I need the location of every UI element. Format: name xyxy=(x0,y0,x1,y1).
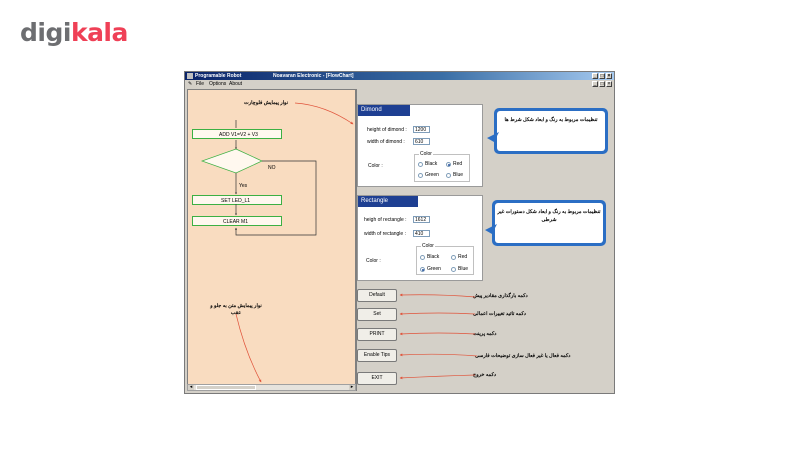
flow-box-add-text: ADD V1=V2 + V3 xyxy=(219,132,258,138)
annotation-flowchart-scroll: نوار پیمایش فلوچارت xyxy=(244,100,289,106)
rectangle-radio-green[interactable]: Green xyxy=(420,266,441,272)
arrow-exit xyxy=(400,375,475,378)
scroll-left-icon[interactable]: ◂ xyxy=(189,384,193,390)
flowchart-connectors xyxy=(185,72,614,393)
rectangle-color-group-title: Color xyxy=(422,243,434,249)
rectangle-height-label: heigh of rectangle : xyxy=(364,217,407,223)
tips-callout: دکمه فعال یا غیر فعال سازی توضیحات فارسی xyxy=(475,353,571,359)
dimond-bubble-tail xyxy=(487,132,499,142)
rectangle-panel-title: Rectangle xyxy=(358,196,418,207)
set-button[interactable]: Set xyxy=(357,308,397,321)
flow-box-set-text: SET LED_L1 xyxy=(221,198,251,204)
annotation-text-scroll: نوار پیمایش متن به جلو و عقب xyxy=(210,303,262,316)
dimond-radio-green[interactable]: Green xyxy=(418,172,439,178)
dimond-radio-blue[interactable]: Blue xyxy=(446,172,463,178)
menu-icon: ✎ xyxy=(188,81,193,87)
menu-about[interactable]: About xyxy=(229,81,243,87)
flow-box-clear-text: CLEAR M1 xyxy=(223,219,249,225)
child-minimize-icon[interactable]: _ xyxy=(593,81,597,87)
window-title: Programable Robot xyxy=(195,73,242,79)
exit-callout: دکمه خروج xyxy=(473,372,497,378)
set-callout: دکمه تائید تغییرات اعمالی xyxy=(473,311,526,317)
dimond-radio-red[interactable]: Red xyxy=(446,161,462,167)
enable-tips-button[interactable]: Enable Tips xyxy=(357,349,397,362)
dimond-panel-title: Dimond xyxy=(358,105,410,116)
rectangle-radio-blue[interactable]: Blue xyxy=(451,266,468,272)
decision-diamond xyxy=(202,149,262,173)
rectangle-radio-red[interactable]: Red xyxy=(451,254,467,260)
app-window xyxy=(184,71,615,394)
rectangle-height-input[interactable]: 1612 xyxy=(413,216,430,223)
arrow-to-scrollbar xyxy=(236,314,261,382)
rectangle-callout-text: تنظیمات مربوط به رنگ و ابعاد شکل دستورات غیر شرطی xyxy=(495,203,603,243)
rectangle-width-label: width of rectangle : xyxy=(364,231,406,237)
dimond-color-group-title: Color xyxy=(420,151,432,157)
yes-label: Yes xyxy=(239,183,248,189)
dimond-width-label: width of dimond : xyxy=(367,139,405,145)
rectangle-width-input[interactable]: 410 xyxy=(413,230,430,237)
exit-button[interactable]: EXIT xyxy=(357,372,397,385)
dimond-color-label: Color : xyxy=(368,163,383,169)
dimond-height-label: height of dimond : xyxy=(367,127,407,133)
print-button[interactable]: PRINT xyxy=(357,328,397,341)
arrow-default xyxy=(400,295,475,297)
no-label: NO xyxy=(268,165,276,171)
rectangle-radio-black[interactable]: Black xyxy=(420,254,439,260)
menu-file[interactable]: File xyxy=(196,81,205,87)
arrow-tips xyxy=(400,354,477,356)
arrow-print xyxy=(400,333,475,334)
dimond-radio-black[interactable]: Black xyxy=(418,161,437,167)
menu-options[interactable]: Options xyxy=(209,81,227,87)
dimond-callout-text: تنظیمات مربوط به رنگ و ابعاد شکل شرط ها xyxy=(497,111,605,151)
maximize-icon[interactable]: □ xyxy=(600,73,604,79)
rectangle-color-label: Color : xyxy=(366,258,381,264)
default-button[interactable]: Default xyxy=(357,289,397,302)
child-restore-icon[interactable]: □ xyxy=(600,81,604,87)
window-subtitle: Noavaran Electronic - [FlowChart] xyxy=(273,73,354,79)
close-icon[interactable]: × xyxy=(607,73,611,79)
digikala-logo xyxy=(20,18,128,47)
arrow-set xyxy=(400,313,475,314)
dimond-height-input[interactable]: 1200 xyxy=(413,126,430,133)
logo-part-digi: digi xyxy=(20,18,71,47)
connector-no xyxy=(236,161,316,235)
rectangle-bubble-tail xyxy=(485,224,497,234)
minimize-icon[interactable]: _ xyxy=(593,73,597,79)
dimond-width-input[interactable]: 610 xyxy=(413,138,430,145)
logo-part-kala: kala xyxy=(70,18,128,47)
default-callout: دکمه بارگذاری مقادیر پیش xyxy=(473,293,528,299)
print-callout: دکمه پرینت xyxy=(473,331,497,337)
scroll-right-icon[interactable]: ▸ xyxy=(350,384,354,390)
arrow-to-dimond-panel xyxy=(295,103,353,124)
child-close-icon[interactable]: × xyxy=(607,81,611,87)
